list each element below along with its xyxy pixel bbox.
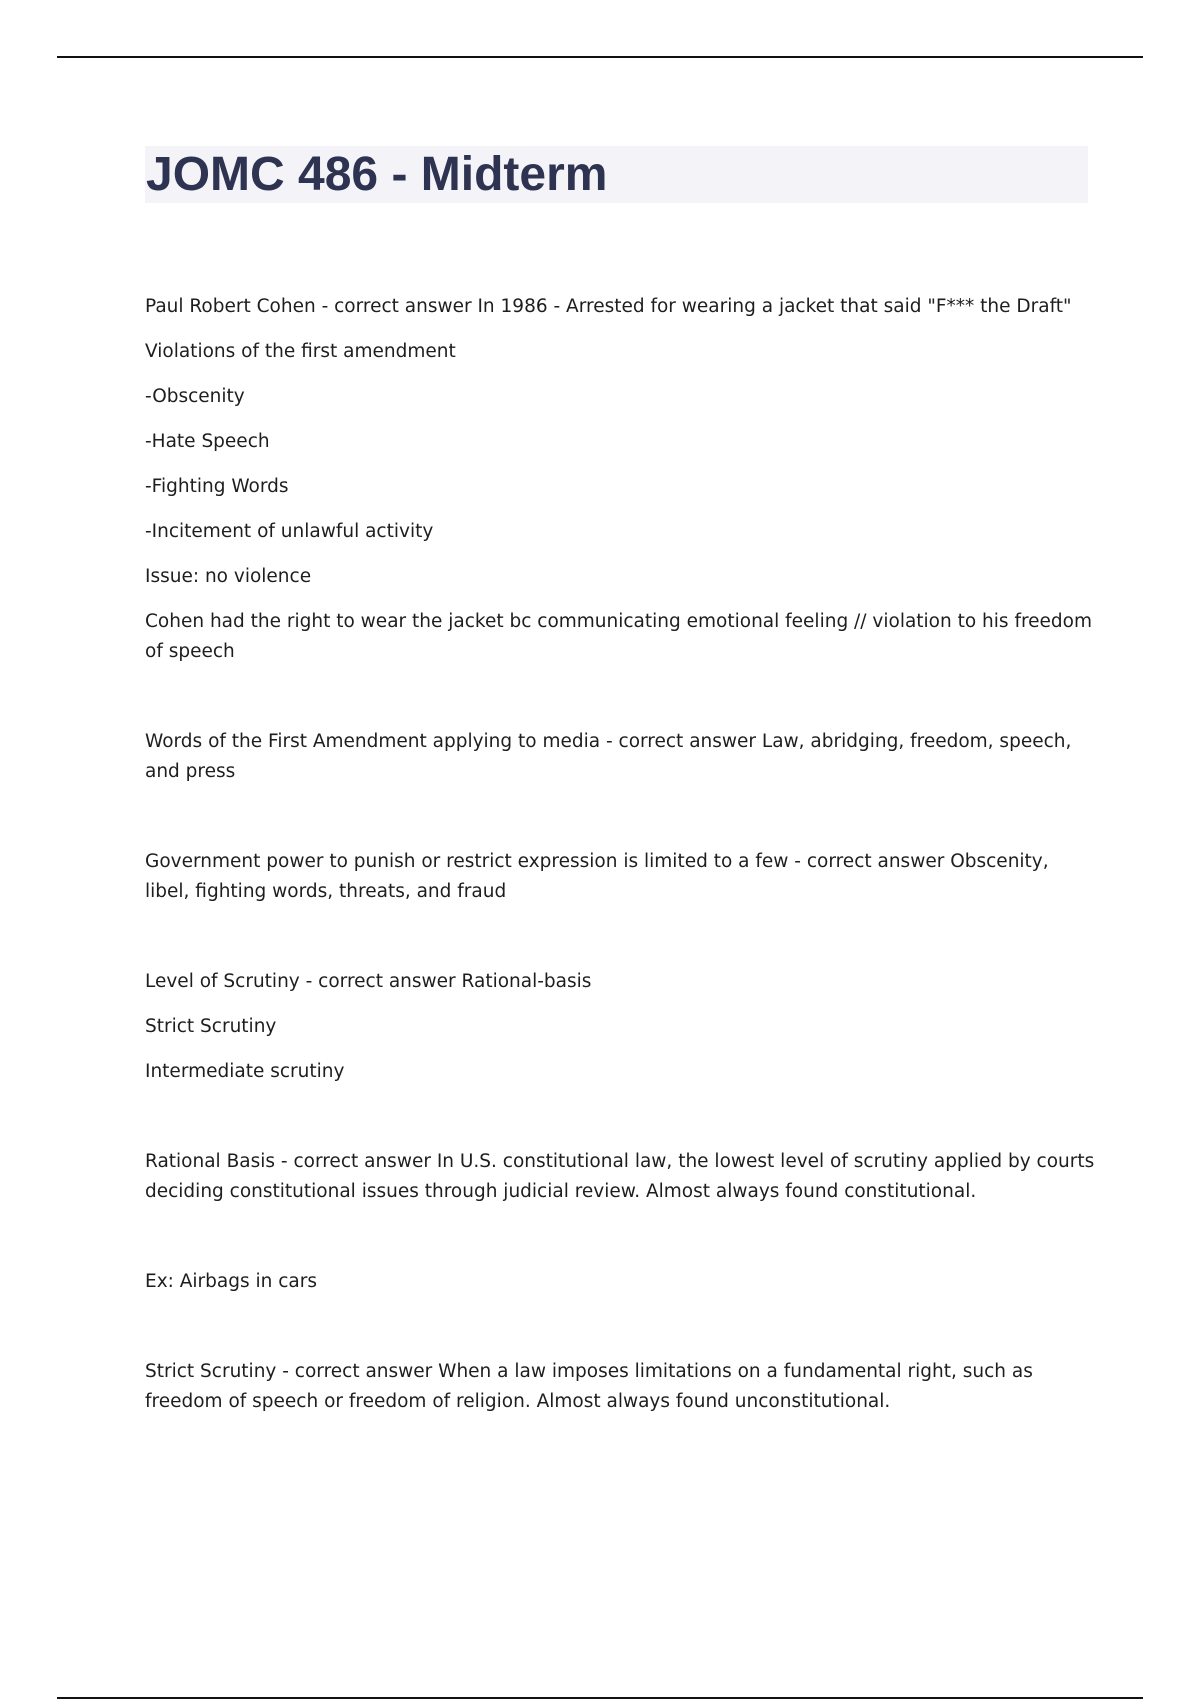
header-rule xyxy=(57,56,1143,58)
paragraph-cohen: Paul Robert Cohen - correct answer In 1986 - Arrested for wearing a jacket that said "F*** the Draft" xyxy=(145,296,1072,317)
list-item-obscenity: -Obscenity xyxy=(145,386,245,407)
paragraph-first-amendment-words: Words of the First Amendment applying to media - correct answer Law, abridging, freedom, speech, and press xyxy=(145,731,1072,782)
paragraph-government-power: Government power to punish or restrict expression is limited to a few - correct answer Obscenity, libel, fighting words, threats, and fraud xyxy=(145,851,1049,902)
footer-rule xyxy=(57,1697,1143,1699)
page-title: JOMC 486 - Midterm xyxy=(146,148,608,201)
list-item-fighting-words: -Fighting Words xyxy=(145,476,289,497)
paragraph-airbags-example: Ex: Airbags in cars xyxy=(145,1271,317,1292)
list-item-strict-scrutiny: Strict Scrutiny xyxy=(145,1016,277,1037)
document-body xyxy=(145,292,1095,1432)
list-item-incitement: -Incitement of unlawful activity xyxy=(145,521,434,542)
paragraph-issue: Issue: no violence xyxy=(145,566,312,587)
paragraph-level-of-scrutiny: Level of Scrutiny - correct answer Rational-basis xyxy=(145,971,592,992)
list-item-hate-speech: -Hate Speech xyxy=(145,431,270,452)
paragraph-strict-scrutiny: Strict Scrutiny - correct answer When a law imposes limitations on a fundamental right, such as freedom of speech or freedom of religion. Almost always found unconstitutional. xyxy=(145,1361,1033,1412)
list-item-intermediate-scrutiny: Intermediate scrutiny xyxy=(145,1061,345,1082)
paragraph-violations: Violations of the first amendment xyxy=(145,341,456,362)
paragraph-rational-basis: Rational Basis - correct answer In U.S. constitutional law, the lowest level of scrutiny applied by courts deciding constitutional issues through judicial review. Almost always found constitutional. xyxy=(145,1151,1095,1202)
paragraph-cohen-right: Cohen had the right to wear the jacket bc communicating emotional feeling // violation to his freedom of speech xyxy=(145,611,1093,662)
